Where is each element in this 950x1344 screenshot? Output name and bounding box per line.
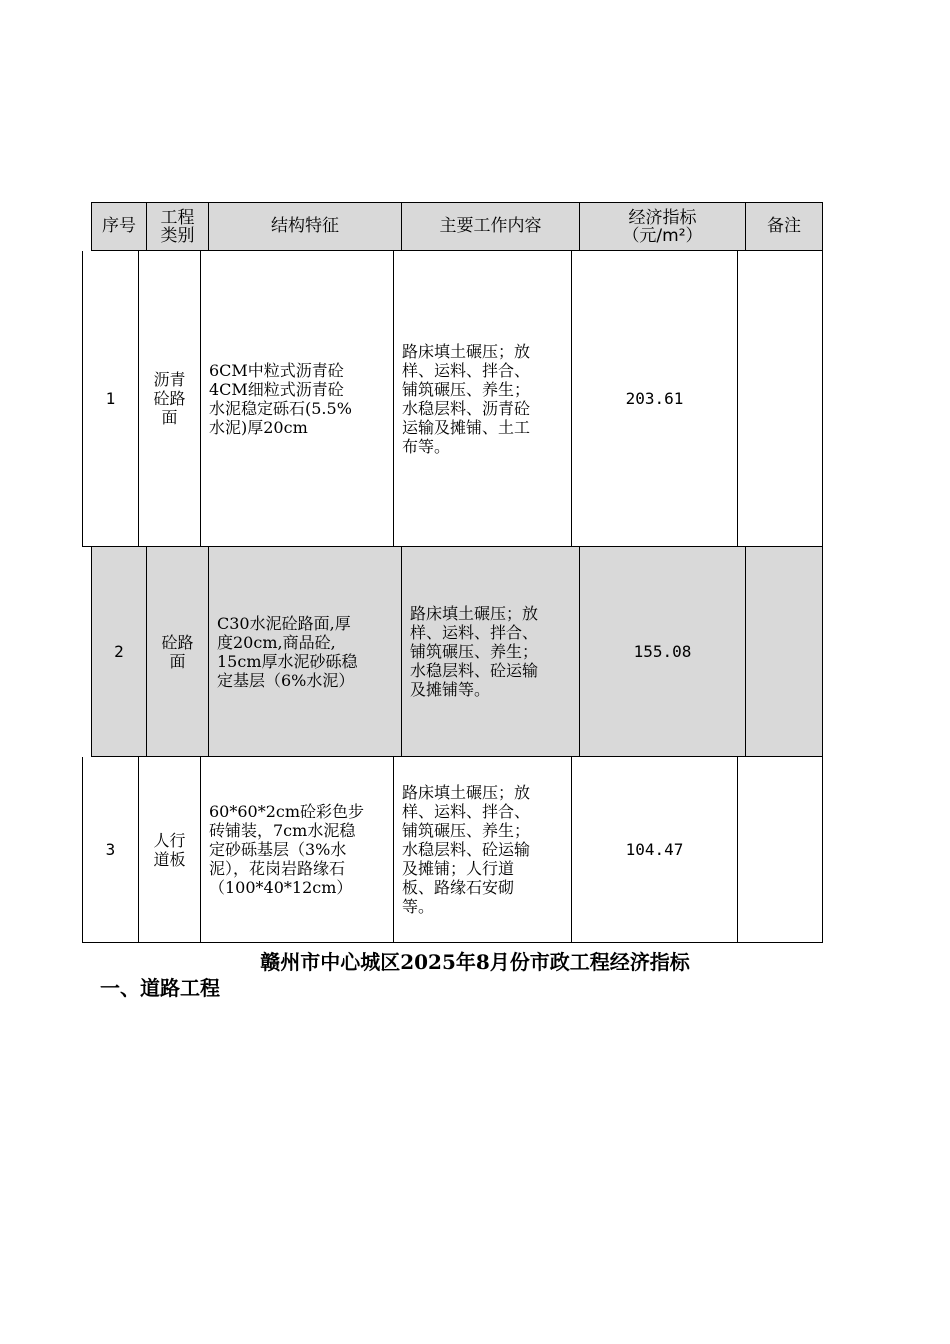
row3-index: 3 bbox=[82, 757, 139, 943]
row2-category: 砼路 面 bbox=[147, 547, 209, 757]
header-category: 工程 类别 bbox=[147, 202, 209, 251]
row1-value: 203.61 bbox=[572, 251, 738, 547]
row1-category: 沥青 砼路 面 bbox=[139, 251, 201, 547]
row3-work: 路床填土碾压；放 样、运料、拌合、 铺筑碾压、养生； 水稳层料、砼运输 及摊铺；人行道 板、路缘石安砌 等。 bbox=[394, 757, 572, 943]
row1-structure: 6CM中粒式沥青砼 4CM细粒式沥青砼 水泥稳定砾石(5.5% 水泥)厚20cm bbox=[201, 251, 394, 547]
row1-work: 路床填土碾压；放 样、运料、拌合、 铺筑碾压、养生； 水稳层料、沥青砼 运输及摊铺、土工 布等。 bbox=[394, 251, 572, 547]
row2-remark bbox=[746, 547, 823, 757]
row3-value: 104.47 bbox=[572, 757, 738, 943]
row3-category: 人行 道板 bbox=[139, 757, 201, 943]
document-title: 赣州市中心城区2025年8月份市政工程经济指标 bbox=[260, 950, 690, 974]
row2-structure: C30水泥砼路面,厚 度20cm,商品砼, 15cm厚水泥砂砾稳 定基层（6%水泥） bbox=[209, 547, 402, 757]
row3-structure: 60*60*2cm砼彩色步 砖铺装，7cm水泥稳 定砂砾基层（3%水 泥），花岗岩路缘石 （100*40*12cm） bbox=[201, 757, 394, 943]
header-remark: 备注 bbox=[746, 202, 823, 251]
row2-work: 路床填土碾压；放 样、运料、拌合、 铺筑碾压、养生； 水稳层料、砼运输 及摊铺等。 bbox=[402, 547, 580, 757]
header-structure: 结构特征 bbox=[209, 202, 402, 251]
row3-remark bbox=[738, 757, 823, 943]
row1-remark bbox=[738, 251, 823, 547]
row2-value: 155.08 bbox=[580, 547, 746, 757]
header-index: 序号 bbox=[91, 202, 147, 251]
row2-index: 2 bbox=[91, 547, 147, 757]
header-index-value: 经济指标 （元/m²） bbox=[580, 202, 746, 251]
header-work: 主要工作内容 bbox=[402, 202, 580, 251]
row1-index: 1 bbox=[82, 251, 139, 547]
section-heading: 一、道路工程 bbox=[100, 976, 220, 1000]
